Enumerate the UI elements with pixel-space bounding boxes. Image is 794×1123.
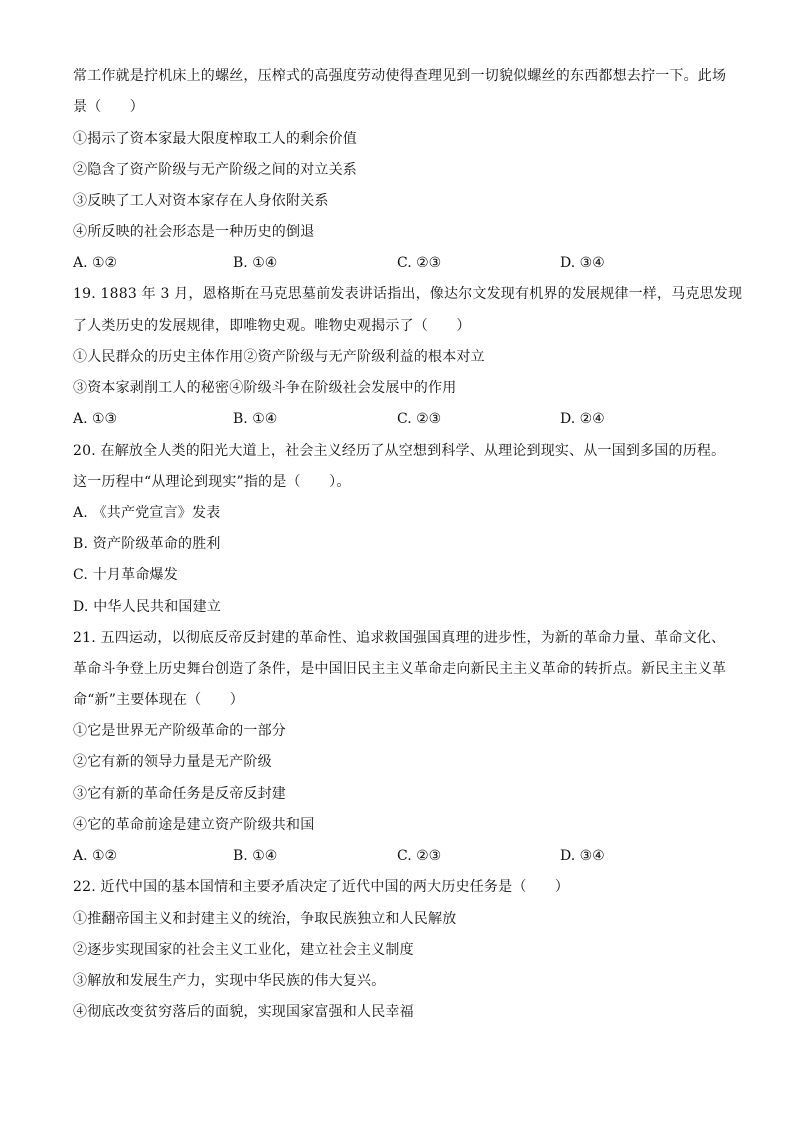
q18-stem-line-2: 景（ ） — [73, 99, 144, 115]
q18-option-a: A. ①② — [73, 255, 118, 271]
q21-statement-2: ②它有新的领导力量是无产阶级 — [73, 754, 272, 770]
q22-stem-line-1: 22. 近代中国的基本国情和主要矛盾决定了近代中国的两大历史任务是（ ） — [73, 879, 570, 895]
q20-option-b: B. 资产阶级革命的胜利 — [73, 536, 221, 552]
q22-statement-3: ③解放和发展生产力，实现中华民族的伟大复兴。 — [73, 973, 386, 989]
q20-option-a: A. 《共产党宣言》发表 — [73, 505, 221, 521]
q18-option-c: C. ②③ — [397, 255, 442, 271]
q19-option-a: A. ①③ — [73, 411, 118, 427]
q21-statement-4: ④它的革命前途是建立资产阶级共和国 — [73, 817, 315, 833]
q18-stem-line-1: 常工作就是拧机床上的螺丝，压榨式的高强度劳动使得查理见到一切貌似螺丝的东西都想去拧一下。此场 — [73, 68, 727, 84]
q22-statement-4: ④彻底改变贫穷落后的面貌，实现国家富强和人民幸福 — [73, 1004, 414, 1020]
q18-statement-4: ④所反映的社会形态是一种历史的倒退 — [73, 224, 315, 240]
q21-option-a: A. ①② — [73, 848, 118, 864]
q20-option-d: D. 中华人民共和国建立 — [73, 599, 222, 615]
q18-statement-3: ③反映了工人对资本家存在人身依附关系 — [73, 193, 329, 209]
q18-option-b: B. ①④ — [233, 255, 278, 271]
q21-option-c: C. ②③ — [397, 848, 442, 864]
q18-statement-1: ①揭示了资本家最大限度榨取工人的剩余价值 — [73, 131, 357, 147]
q21-stem-line-3: 命“新”主要体现在（ ） — [73, 692, 244, 708]
q21-statement-1: ①它是世界无产阶级革命的一部分 — [73, 723, 286, 739]
q21-options — [73, 846, 733, 866]
q21-stem-line-2: 革命斗争登上历史舞台创造了条件，是中国旧民主主义革命走向新民主主义革命的转折点。新民主主义革 — [73, 661, 727, 677]
q19-statement-2: ③资本家剥削工人的秘密④阶级斗争在阶级社会发展中的作用 — [73, 380, 457, 396]
q19-stem-line-2: 了人类历史的发展规律，即唯物史观。唯物史观揭示了（ ） — [73, 318, 471, 334]
q21-option-b: B. ①④ — [233, 848, 278, 864]
q22-statement-1: ①推翻帝国主义和封建主义的统治，争取民族独立和人民解放 — [73, 911, 457, 927]
q19-option-b: B. ①④ — [233, 411, 278, 427]
q20-stem-line-2: 这一历程中“从理论到现实”指的是（ ）。 — [73, 474, 351, 490]
q19-statement-1: ①人民群众的历史主体作用②资产阶级与无产阶级利益的根本对立 — [73, 349, 485, 365]
q21-statement-3: ③它有新的革命任务是反帝反封建 — [73, 786, 286, 802]
q18-options — [73, 253, 733, 273]
q18-option-d: D. ③④ — [560, 255, 605, 271]
q22-statement-2: ②逐步实现国家的社会主义工业化，建立社会主义制度 — [73, 942, 414, 958]
q19-options — [73, 409, 733, 429]
q19-option-d: D. ②④ — [560, 411, 605, 427]
q21-option-d: D. ③④ — [560, 848, 605, 864]
q18-statement-2: ②隐含了资产阶级与无产阶级之间的对立关系 — [73, 162, 357, 178]
q21-stem-line-1: 21. 五四运动，以彻底反帝反封建的革命性、追求救国强国真理的进步性，为新的革命力量、革命文化、 — [73, 630, 726, 646]
q20-option-c: C. 十月革命爆发 — [73, 567, 178, 583]
q19-option-c: C. ②③ — [397, 411, 442, 427]
q19-stem-line-1: 19. 1883 年 3 月，恩格斯在马克思墓前发表讲话指出，像达尔文发现有机界的发展规律一样，马克思发现 — [73, 286, 743, 302]
q20-stem-line-1: 20. 在解放全人类的阳光大道上，社会主义经历了从空想到科学、从理论到现实、从一国到多国的历程。 — [73, 443, 726, 459]
